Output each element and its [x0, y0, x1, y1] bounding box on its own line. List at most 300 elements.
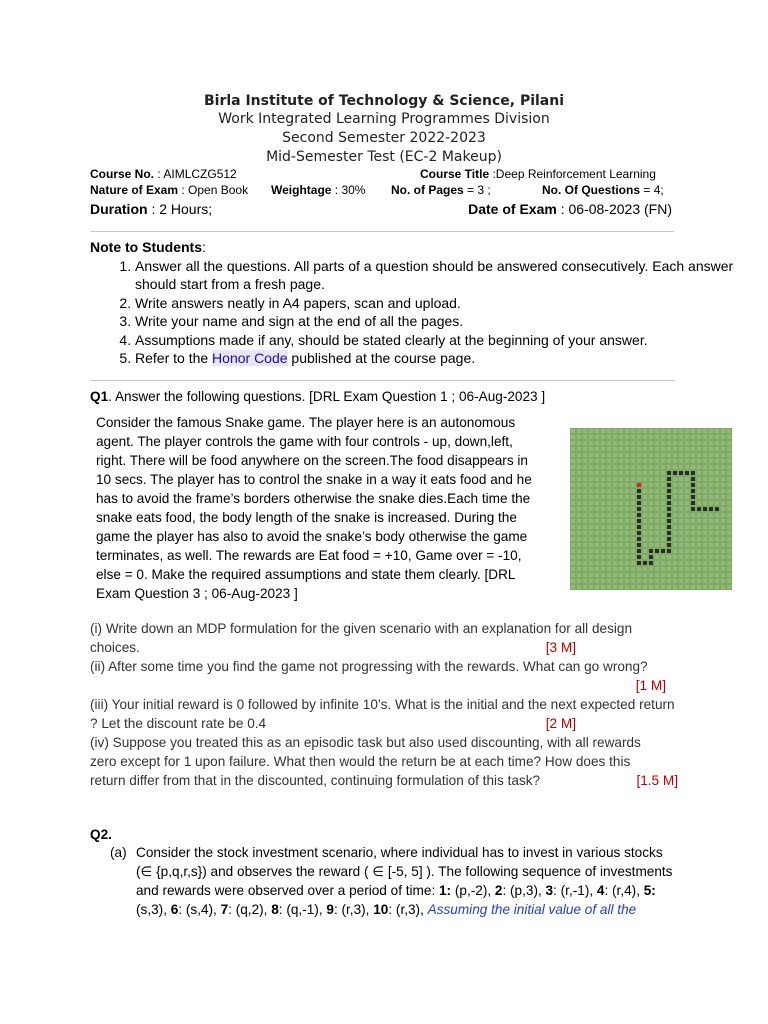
grid-cell	[577, 525, 581, 529]
grid-cell	[601, 465, 605, 469]
grid-cell	[673, 543, 677, 547]
grid-cell	[679, 501, 683, 505]
grid-cell	[595, 447, 599, 451]
grid-cell	[655, 501, 659, 505]
grid-cell	[685, 483, 689, 487]
grid-cell	[673, 501, 677, 505]
honor-code-link[interactable]: Honor Code	[212, 350, 288, 367]
grid-cell	[613, 459, 617, 463]
grid-cell	[589, 573, 593, 577]
grid-cell	[703, 453, 707, 457]
grid-cell	[637, 477, 641, 481]
grid-cell	[685, 513, 689, 517]
grid-cell	[679, 525, 683, 529]
grid-cell	[703, 579, 707, 583]
grid-cell	[619, 537, 623, 541]
grid-cell	[631, 573, 635, 577]
semester: Second Semester 2022-2023	[282, 130, 486, 146]
grid-cell	[583, 519, 587, 523]
grid-cell	[625, 543, 629, 547]
grid-cell	[649, 453, 653, 457]
grid-cell	[595, 471, 599, 475]
grid-cell	[571, 519, 575, 523]
seq-value: : (r,3),	[388, 902, 428, 917]
grid-cell	[607, 561, 611, 565]
grid-cell	[649, 429, 653, 433]
grid-cell	[691, 579, 695, 583]
grid-cell	[625, 447, 629, 451]
pages-label: No. of Pages	[391, 183, 464, 197]
grid-cell	[577, 429, 581, 433]
grid-cell	[583, 537, 587, 541]
snake-cell	[637, 549, 641, 553]
grid-cell	[685, 573, 689, 577]
grid-cell	[679, 489, 683, 493]
grid-cell	[589, 435, 593, 439]
grid-cell	[727, 471, 731, 475]
grid-cell	[691, 561, 695, 565]
grid-cell	[637, 459, 641, 463]
q1-part-iv	[90, 733, 678, 790]
seq-value: (p,-2),	[451, 883, 495, 898]
grid-cell	[685, 489, 689, 493]
grid-cell	[589, 459, 593, 463]
grid-cell	[715, 567, 719, 571]
grid-cell	[625, 441, 629, 445]
grid-cell	[631, 495, 635, 499]
pages-value: = 3 ;	[463, 183, 491, 197]
grid-cell	[673, 483, 677, 487]
grid-cell	[703, 585, 707, 589]
grid-cell	[715, 477, 719, 481]
grid-cell	[601, 429, 605, 433]
seq-value: : (p,3),	[502, 883, 546, 898]
grid-cell	[607, 525, 611, 529]
grid-cell	[643, 573, 647, 577]
grid-cell	[643, 495, 647, 499]
grid-cell	[661, 579, 665, 583]
grid-cell	[673, 519, 677, 523]
grid-cell	[619, 435, 623, 439]
grid-cell	[571, 531, 575, 535]
q1-label: Q1	[90, 389, 109, 404]
course-no	[90, 166, 237, 182]
grid-cell	[643, 453, 647, 457]
grid-cell	[583, 555, 587, 559]
grid-cell	[589, 561, 593, 565]
grid-cell	[619, 489, 623, 493]
grid-cell	[589, 501, 593, 505]
grid-cell	[601, 513, 605, 517]
grid-cell	[589, 477, 593, 481]
grid-cell	[679, 561, 683, 565]
grid-cell	[661, 453, 665, 457]
grid-cell	[619, 579, 623, 583]
grid-cell	[613, 501, 617, 505]
grid-cell	[607, 477, 611, 481]
grid-cell	[625, 483, 629, 487]
note-item: 3. Write your name and sign at the end of all the pages.	[135, 312, 735, 330]
grid-cell	[619, 459, 623, 463]
seq-step: 10	[373, 902, 389, 917]
grid-cell	[721, 513, 725, 517]
grid-cell	[577, 579, 581, 583]
grid-cell	[649, 543, 653, 547]
grid-cell	[649, 465, 653, 469]
grid-cell	[583, 429, 587, 433]
grid-cell	[709, 441, 713, 445]
snake-cell	[691, 507, 695, 511]
grid-cell	[703, 465, 707, 469]
grid-cell	[727, 579, 731, 583]
snake-cell	[637, 501, 641, 505]
snake-cell	[667, 549, 671, 553]
grid-cell	[679, 447, 683, 451]
grid-cell	[577, 543, 581, 547]
grid-cell	[679, 543, 683, 547]
grid-cell	[649, 483, 653, 487]
grid-cell	[655, 561, 659, 565]
grid-cell	[619, 585, 623, 589]
grid-cell	[727, 573, 731, 577]
grid-cell	[727, 483, 731, 487]
grid-cell	[607, 543, 611, 547]
grid-cell	[619, 477, 623, 481]
grid-cell	[685, 465, 689, 469]
snake-cell	[703, 507, 707, 511]
q1-part-text: (ii) After some time you find the game not progressing with the rewards. What can go wrong?	[90, 659, 648, 674]
grid-cell	[697, 435, 701, 439]
grid-cell	[643, 501, 647, 505]
grid-cell	[619, 519, 623, 523]
grid-cell	[715, 561, 719, 565]
grid-cell	[589, 429, 593, 433]
grid-cell	[595, 429, 599, 433]
grid-cell	[613, 585, 617, 589]
grid-cell	[679, 483, 683, 487]
grid-cell	[661, 573, 665, 577]
grid-cell	[661, 585, 665, 589]
grid-cell	[697, 453, 701, 457]
grid-cell	[661, 483, 665, 487]
grid-cell	[589, 537, 593, 541]
q2-label: Q2.	[90, 827, 112, 842]
grid-cell	[589, 513, 593, 517]
grid-cell	[589, 441, 593, 445]
grid-cell	[667, 447, 671, 451]
grid-cell	[667, 459, 671, 463]
grid-cell	[625, 549, 629, 553]
grid-cell	[655, 471, 659, 475]
grid-cell	[685, 561, 689, 565]
grid-cell	[613, 555, 617, 559]
grid-cell	[607, 573, 611, 577]
grid-cell	[667, 561, 671, 565]
grid-cell	[589, 447, 593, 451]
grid-cell	[661, 447, 665, 451]
notes-list	[90, 257, 735, 367]
grid-cell	[661, 435, 665, 439]
grid-cell	[697, 567, 701, 571]
grid-cell	[643, 519, 647, 523]
grid-cell	[649, 513, 653, 517]
note-item	[135, 349, 735, 367]
grid-cell	[679, 537, 683, 541]
grid-cell	[673, 435, 677, 439]
note-item: 1. Answer all the questions. All parts of a question should be answered consecutively. Each answer should start from a fresh page.	[135, 257, 735, 294]
grid-cell	[637, 567, 641, 571]
grid-cell	[679, 567, 683, 571]
notes-heading-colon: :	[202, 239, 206, 255]
grid-cell	[685, 525, 689, 529]
grid-cell	[667, 585, 671, 589]
grid-cell	[673, 441, 677, 445]
grid-cell	[679, 495, 683, 499]
grid-cell	[661, 471, 665, 475]
snake-cell	[667, 519, 671, 523]
grid-cell	[583, 585, 587, 589]
snake-cell	[667, 531, 671, 535]
grid-cell	[643, 483, 647, 487]
grid-cell	[727, 513, 731, 517]
grid-cell	[721, 483, 725, 487]
grid-cell	[595, 459, 599, 463]
grid-cell	[691, 429, 695, 433]
grid-cell	[721, 495, 725, 499]
grid-cell	[679, 549, 683, 553]
grid-cell	[631, 579, 635, 583]
grid-cell	[721, 549, 725, 553]
grid-cell	[703, 483, 707, 487]
grid-cell	[595, 519, 599, 523]
grid-cell	[697, 531, 701, 535]
grid-cell	[703, 573, 707, 577]
grid-cell	[727, 525, 731, 529]
grid-cell	[649, 525, 653, 529]
grid-cell	[631, 447, 635, 451]
grid-cell	[571, 507, 575, 511]
grid-cell	[613, 453, 617, 457]
grid-cell	[721, 567, 725, 571]
grid-cell	[721, 459, 725, 463]
grid-cell	[679, 429, 683, 433]
grid-cell	[589, 531, 593, 535]
q1-part-text: (i) Write down an MDP formulation for the given scenario with an explanation for all design choices.	[90, 621, 633, 655]
grid-cell	[643, 543, 647, 547]
grid-cell	[709, 513, 713, 517]
grid-cell	[595, 579, 599, 583]
food-cell	[637, 483, 641, 487]
grid-cell	[709, 489, 713, 493]
seq-value: : (r,4),	[604, 883, 644, 898]
grid-cell	[709, 471, 713, 475]
grid-cell	[607, 465, 611, 469]
grid-cell	[691, 447, 695, 451]
grid-cell	[727, 501, 731, 505]
grid-cell	[595, 525, 599, 529]
nature-value: : Open Book	[178, 183, 249, 197]
grid-cell	[727, 453, 731, 457]
grid-cell	[601, 585, 605, 589]
grid-cell	[571, 513, 575, 517]
grid-cell	[661, 441, 665, 445]
grid-cell	[613, 495, 617, 499]
q1-part-text: (iii) Your initial reward is 0 followed by infinite 10’s. What is the initial and the next expected return ? Let the discount rate be 0.4	[90, 697, 675, 731]
grid-cell	[715, 465, 719, 469]
snake-cell	[685, 471, 689, 475]
grid-cell	[619, 513, 623, 517]
grid-cell	[643, 465, 647, 469]
grid-cell	[601, 573, 605, 577]
grid-cell	[625, 561, 629, 565]
grid-cell	[589, 453, 593, 457]
divider	[90, 231, 674, 232]
grid-cell	[697, 477, 701, 481]
grid-cell	[577, 453, 581, 457]
grid-cell	[619, 561, 623, 565]
grid-cell	[709, 483, 713, 487]
grid-cell	[619, 531, 623, 535]
grid-cell	[685, 537, 689, 541]
grid-cell	[697, 429, 701, 433]
grid-cell	[655, 489, 659, 493]
grid-cell	[637, 579, 641, 583]
grid-cell	[571, 567, 575, 571]
grid-cell	[709, 453, 713, 457]
grid-cell	[583, 447, 587, 451]
grid-cell	[673, 453, 677, 457]
no-of-questions	[542, 182, 664, 198]
grid-cell	[661, 543, 665, 547]
grid-cell	[703, 549, 707, 553]
grid-cell	[625, 465, 629, 469]
snake-cell	[649, 555, 653, 559]
grid-cell	[697, 513, 701, 517]
grid-cell	[691, 549, 695, 553]
q1-part-text: (iv) Suppose you treated this as an episodic task but also used discounting, with all rewards zero except for 1 upon failure. What then would the return be at each time? How does this return differ from that in the discounted, continuing formulation of this task?	[90, 735, 641, 788]
duration-value: : 2 Hours;	[147, 201, 213, 217]
grid-cell	[577, 519, 581, 523]
grid-cell	[577, 489, 581, 493]
grid-cell	[727, 549, 731, 553]
grid-cell	[577, 495, 581, 499]
grid-cell	[643, 585, 647, 589]
grid-cell	[661, 537, 665, 541]
grid-cell	[613, 537, 617, 541]
seq-value: (s,3),	[136, 902, 171, 917]
grid-cell	[583, 525, 587, 529]
grid-cell	[661, 513, 665, 517]
grid-cell	[661, 501, 665, 505]
grid-cell	[589, 555, 593, 559]
grid-cell	[619, 471, 623, 475]
date-value: : 06-08-2023 (FN)	[556, 201, 672, 217]
grid-cell	[709, 429, 713, 433]
grid-cell	[625, 435, 629, 439]
grid-cell	[703, 471, 707, 475]
grid-cell	[601, 447, 605, 451]
grid-cell	[661, 507, 665, 511]
institute-name: Birla Institute of Technology & Science, Pilani	[203, 93, 565, 109]
grid-cell	[697, 501, 701, 505]
q1-part-mark: [1.5 M]	[636, 773, 678, 788]
grid-cell	[631, 453, 635, 457]
division-name: Work Integrated Learning Programmes Division	[218, 111, 550, 127]
grid-cell	[637, 441, 641, 445]
grid-cell	[709, 543, 713, 547]
q1-part-iii	[90, 695, 680, 733]
grid-cell	[655, 477, 659, 481]
grid-cell	[721, 447, 725, 451]
grid-cell	[715, 537, 719, 541]
grid-cell	[703, 441, 707, 445]
grid-cell	[637, 465, 641, 469]
snake-cell	[637, 537, 641, 541]
duration	[90, 200, 212, 218]
grid-cell	[601, 507, 605, 511]
grid-cell	[589, 585, 593, 589]
grid-cell	[721, 519, 725, 523]
q2-part-a-body	[136, 843, 680, 919]
grid-cell	[595, 573, 599, 577]
grid-cell	[709, 549, 713, 553]
grid-cell	[667, 429, 671, 433]
snake-cell	[691, 477, 695, 481]
grid-cell	[613, 513, 617, 517]
grid-cell	[577, 585, 581, 589]
grid-cell	[631, 567, 635, 571]
grid-cell	[709, 555, 713, 559]
grid-cell	[613, 549, 617, 553]
grid-cell	[643, 429, 647, 433]
grid-cell	[625, 489, 629, 493]
grid-cell	[571, 465, 575, 469]
grid-cell	[667, 441, 671, 445]
grid-cell	[625, 573, 629, 577]
snake-cell	[673, 471, 677, 475]
grid-cell	[709, 579, 713, 583]
grid-cell	[649, 441, 653, 445]
grid-cell	[631, 519, 635, 523]
grid-cell	[619, 525, 623, 529]
grid-cell	[643, 537, 647, 541]
grid-cell	[655, 459, 659, 463]
grid-cell	[685, 543, 689, 547]
grid-cell	[661, 531, 665, 535]
grid-cell	[715, 549, 719, 553]
grid-cell	[577, 513, 581, 517]
grid-cell	[601, 489, 605, 493]
grid-cell	[727, 441, 731, 445]
grid-cell	[595, 513, 599, 517]
grid-cell	[613, 543, 617, 547]
grid-cell	[703, 537, 707, 541]
grid-cell	[637, 447, 641, 451]
snake-cell	[643, 561, 647, 565]
weightage-value: : 30%	[331, 183, 366, 197]
grid-cell	[613, 507, 617, 511]
grid-cell	[655, 525, 659, 529]
grid-cell	[607, 549, 611, 553]
grid-cell	[595, 477, 599, 481]
grid-cell	[625, 477, 629, 481]
grid-cell	[577, 483, 581, 487]
grid-cell	[691, 537, 695, 541]
grid-cell	[619, 549, 623, 553]
snake-cell	[667, 543, 671, 547]
grid-cell	[643, 435, 647, 439]
grid-cell	[655, 435, 659, 439]
